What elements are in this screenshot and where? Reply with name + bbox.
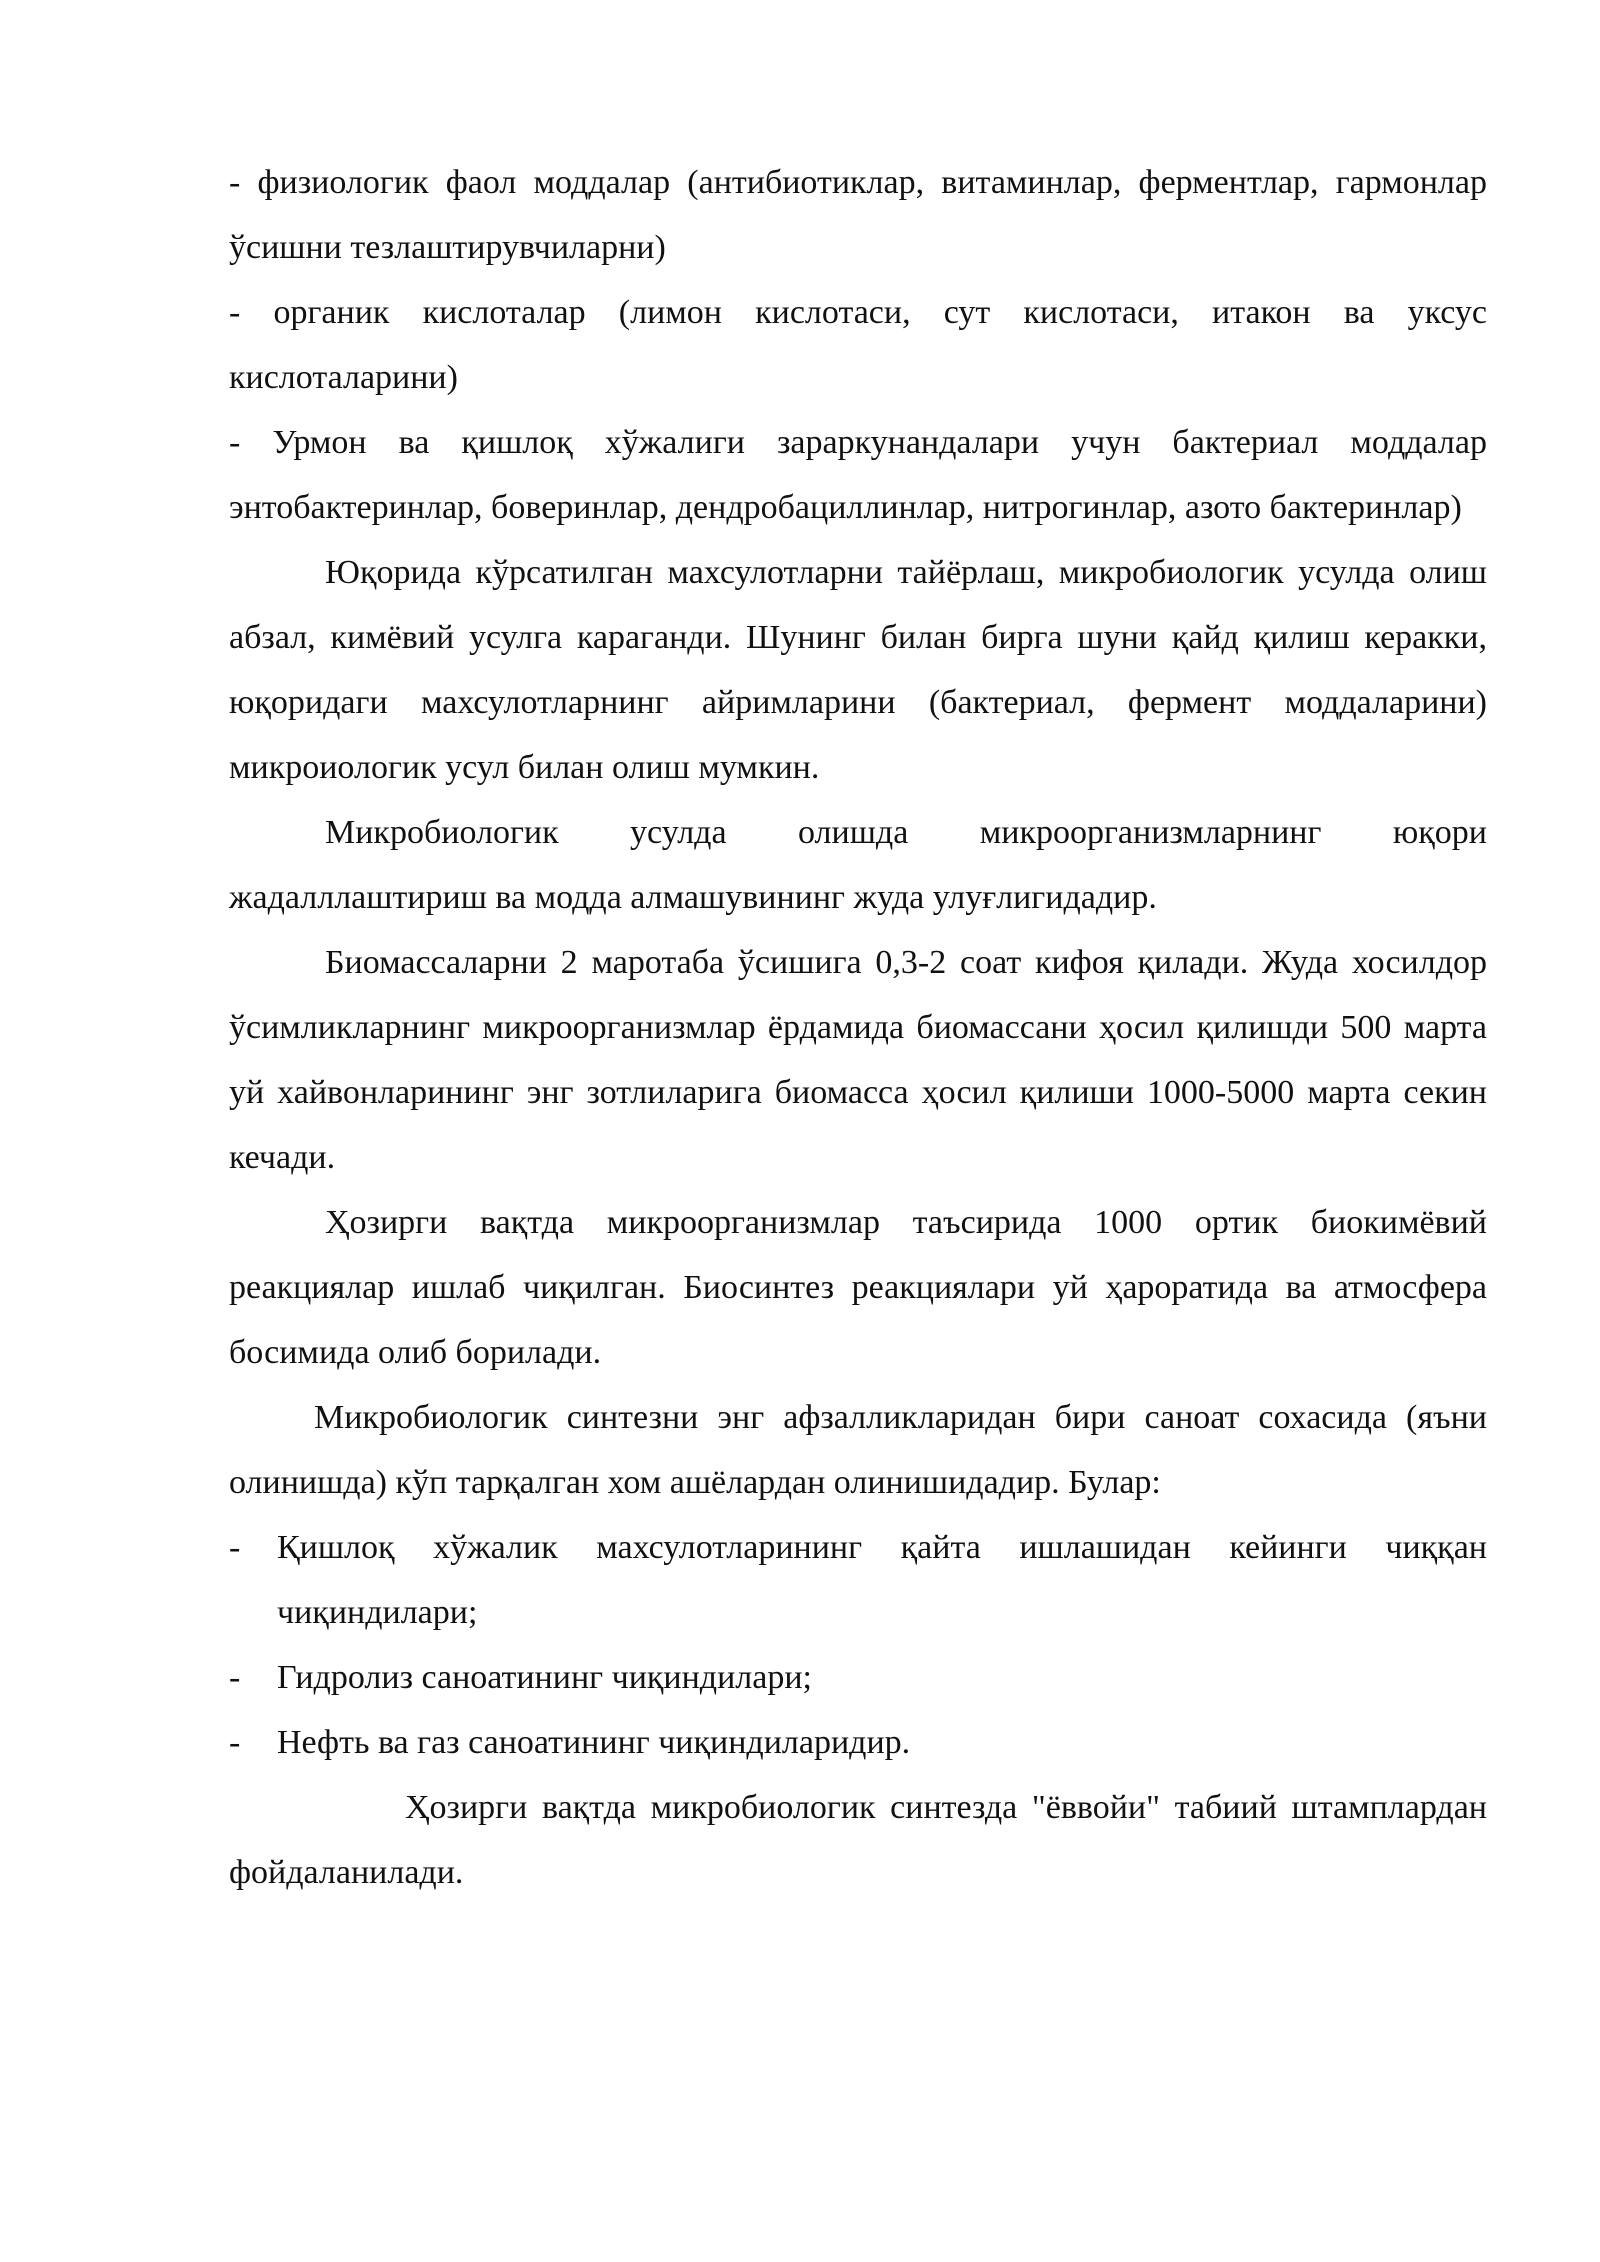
list-item <box>229 1710 1487 1775</box>
paragraph-bacterial-substances: - Урмон ва қишлоқ хўжалиги зараркунандалари учун бактериал моддалар энтобактеринлар, боверинлар, дендробациллинлар, нитрогинлар, азото бактеринлар) <box>229 424 1487 526</box>
paragraph-physiological-substances: - физиологик фаол моддалар (антибиотиклар, витаминлар, ферментлар, гармонлар ўсишни тезлаштирувчиларни) <box>229 164 1487 266</box>
paragraph-wild-strains: Ҳозирги вақтда микробиологик синтезда "ёввойи" табиий штамплардан фойдаланилади. <box>229 1789 1487 1891</box>
list-marker: - <box>229 1659 241 1696</box>
list-item <box>229 1515 1487 1645</box>
list-item-text: Қишлоқ хўжалик махсулотларининг қайта ишлашидан кейинги чиққан чиқиндилари; <box>277 1529 1487 1631</box>
paragraph-microbiological-method: Юқорида кўрсатилган махсулотларни тайёрлаш, микробиологик усулда олиш абзал, кимёвий усулга караганди. Шунинг билан бирга шуни қайд қилиш керакки, юқоридаги махсулотларнинг айримларини (бактериал, фермент моддаларини) микроиологик усул билан олиш мумкин. <box>229 554 1487 786</box>
list-marker: - <box>229 1529 241 1566</box>
paragraph-synthesis-advantages: Микробиологик синтезни энг афзалликларидан бири саноат сохасида (яъни олинишда) кўп тарқалган хом ашёлардан олинишидадир. Булар: <box>229 1399 1487 1501</box>
paragraph-intensification: Микробиологик усулда олишда микроорганизмларнинг юқори жадалллаштириш ва модда алмашувининг жуда улуғлигидадир. <box>229 814 1487 916</box>
paragraph-biochemical-reactions: Ҳозирги вақтда микроорганизмлар таъсирида 1000 ортик биокимёвий реакциялар ишлаб чиқилган. Биосинтез реакциялари уй ҳароратида ва атмосфера босимида олиб борилади. <box>229 1204 1487 1371</box>
list-marker: - <box>229 1724 241 1761</box>
list-item <box>229 1645 1487 1710</box>
document-body <box>229 150 1487 1905</box>
list-item-text: Нефть ва газ саноатининг чиқиндиларидир. <box>277 1724 911 1761</box>
paragraph-organic-acids: - органик кислоталар (лимон кислотаси, сут кислотаси, итакон ва уксус кислоталарини) <box>229 294 1487 396</box>
list-item-text: Гидролиз саноатининг чиқиндилари; <box>277 1659 812 1696</box>
paragraph-biomass-growth: Биомассаларни 2 маротаба ўсишига 0,3-2 соат кифоя қилади. Жуда хосилдор ўсимликларнинг микроорганизмлар ёрдамида биомассани ҳосил қилишди 500 марта уй хайвонларининг энг зотлиларига биомасса ҳосил қилиши 1000-5000 марта секин кечади. <box>229 944 1487 1176</box>
